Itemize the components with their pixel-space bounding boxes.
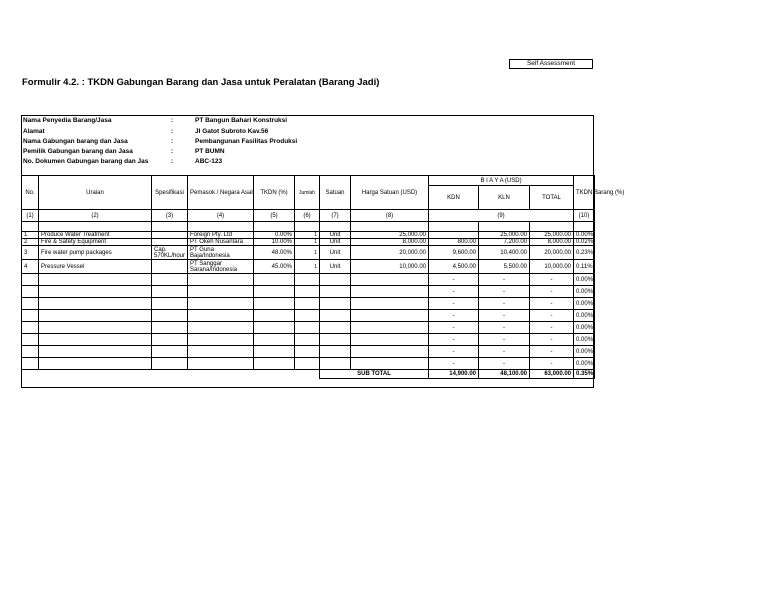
table-cell (254, 274, 295, 286)
table-cell: - (429, 334, 479, 346)
table-row (22, 260, 595, 274)
table-cell (152, 370, 188, 379)
table-cell: - (530, 322, 574, 334)
table-cell: 0.35% (574, 370, 595, 379)
col-number: (8) (351, 210, 429, 222)
table-cell: PT Guna Baja/Indonesia (188, 246, 254, 260)
table-cell (39, 334, 152, 346)
table-cell (188, 322, 254, 334)
table-cell (22, 322, 39, 334)
table-cell (254, 310, 295, 322)
col-number: (6) (295, 210, 320, 222)
table-cell (152, 298, 188, 310)
info-colon: : (171, 148, 174, 155)
table-cell (320, 274, 351, 286)
table-cell: - (530, 358, 574, 370)
table-cell: 20,000.00 (351, 246, 429, 260)
info-label: No. Dokumen Gabungan barang dan Jas (23, 158, 149, 165)
info-value: PT BUMN (195, 148, 225, 155)
header-biaya: B I A Y A (USD) (429, 176, 574, 186)
table-cell: 0.00% (574, 298, 595, 310)
table-cell (295, 310, 320, 322)
table-cell (152, 346, 188, 358)
info-value: ABC-123 (195, 158, 223, 165)
table-cell (295, 346, 320, 358)
table-cell (39, 370, 152, 379)
table-cell: PT Sanggar Sarana/Indonesia (188, 260, 254, 274)
table-cell: 0.00% (574, 358, 595, 370)
col-number: (3) (152, 210, 188, 222)
table-cell (254, 322, 295, 334)
table-cell (22, 346, 39, 358)
table-cell: Unit (320, 239, 351, 246)
table-cell: Cap. 570KL/hour (152, 246, 188, 260)
header-tkdn-barang: TKDN Barang (%) (574, 176, 595, 210)
table-cell (295, 286, 320, 298)
info-colon: : (171, 158, 174, 165)
table-row (22, 246, 595, 260)
table-cell (254, 298, 295, 310)
table-cell (39, 322, 152, 334)
table-cell (22, 286, 39, 298)
table-cell (22, 370, 39, 379)
info-label: Pemilik Gabungan barang dan Jasa (23, 148, 133, 155)
table-cell: 8,000.00 (530, 239, 574, 246)
table-cell (295, 358, 320, 370)
header-uraian: Uraian (39, 176, 152, 210)
header-jumlah: Jumlah (295, 176, 320, 210)
table-cell (152, 274, 188, 286)
table-cell: - (479, 322, 530, 334)
table-cell: - (479, 346, 530, 358)
table-cell (39, 346, 152, 358)
table-cell: 1 (295, 246, 320, 260)
table-cell: Fire water pump packages (39, 246, 152, 260)
table-cell: - (530, 298, 574, 310)
table-cell: 800.00 (429, 239, 479, 246)
col-number: (2) (39, 210, 152, 222)
self-assessment-box: Self Assessment (509, 59, 593, 69)
col-number: (10) (574, 210, 595, 222)
table-cell (22, 334, 39, 346)
table-cell: - (429, 298, 479, 310)
table-cell: 10,000.00 (351, 260, 429, 274)
table-cell (188, 334, 254, 346)
table-row (22, 232, 595, 239)
table-cell: - (429, 310, 479, 322)
form-title: Formulir 4.2. : TKDN Gabungan Barang dan Jasa untuk Peralatan (Barang Jadi) (22, 77, 380, 88)
info-label: Alamat (23, 128, 45, 135)
table-cell: 0.00% (574, 232, 595, 239)
table-row (22, 310, 595, 322)
table-cell (320, 334, 351, 346)
table-cell: - (479, 286, 530, 298)
table-cell (22, 358, 39, 370)
table-cell: 14,900.00 (429, 370, 479, 379)
table-cell (351, 346, 429, 358)
table-cell: - (429, 346, 479, 358)
info-label: Nama Penyedia Barang/Jasa (23, 117, 112, 124)
table-row (22, 334, 595, 346)
table-cell (351, 310, 429, 322)
table-cell: Unit (320, 260, 351, 274)
table-cell (351, 358, 429, 370)
table-cell: 4 (22, 260, 39, 274)
header-pemasok: Pemasok / Negara Asal (188, 176, 254, 210)
table-cell: - (429, 358, 479, 370)
table-cell (320, 358, 351, 370)
table-cell (22, 274, 39, 286)
table-cell (22, 310, 39, 322)
table-cell (188, 358, 254, 370)
table-cell: - (530, 334, 574, 346)
table-cell (320, 322, 351, 334)
table-cell: Fire & Safety Equipment (39, 239, 152, 246)
table-cell: - (429, 274, 479, 286)
table-cell: 10,000.00 (530, 260, 574, 274)
table-cell (152, 232, 188, 239)
header-total: TOTAL (530, 186, 574, 210)
table-cell: 0.00% (574, 310, 595, 322)
table-cell: 1 (22, 232, 39, 239)
header-kdn: KDN (429, 186, 479, 210)
table-row (22, 274, 595, 286)
table-cell: 7,200.00 (479, 239, 530, 246)
table-row (22, 358, 595, 370)
table-cell: 0.00% (574, 334, 595, 346)
table-cell (254, 346, 295, 358)
table-cell (295, 274, 320, 286)
table-cell (152, 358, 188, 370)
table-row (22, 286, 595, 298)
table-cell (351, 322, 429, 334)
table-cell: - (530, 274, 574, 286)
header-kln: KLN (479, 186, 530, 210)
col-number: (4) (188, 210, 254, 222)
header-satuan: Satuan (320, 176, 351, 210)
table-cell: SUB TOTAL (320, 370, 429, 379)
table-cell: - (479, 274, 530, 286)
table-cell: 8,000.00 (351, 239, 429, 246)
table-cell (295, 370, 320, 379)
table-cell (320, 286, 351, 298)
table-cell (429, 232, 479, 239)
table-cell: 63,000.00 (530, 370, 574, 379)
data-rows (22, 232, 595, 379)
info-colon: : (171, 138, 174, 145)
table-cell: 0.02% (574, 239, 595, 246)
table-cell: 1 (295, 239, 320, 246)
info-label: Nama Gabungan barang dan Jasa (23, 138, 128, 145)
header-no: No. (22, 176, 39, 210)
table-cell: Produce Water Treatment (39, 232, 152, 239)
table-row (22, 298, 595, 310)
column-number-row (22, 210, 595, 222)
col-number: (7) (320, 210, 351, 222)
table-cell: Foreign Pty. Ltd (188, 232, 254, 239)
table-cell: 1 (295, 260, 320, 274)
table-cell (295, 334, 320, 346)
info-value: Jl Gatot Subroto Kav.56 (195, 128, 269, 135)
table-cell: PT Okeh Nusantara (188, 239, 254, 246)
table-cell: - (479, 310, 530, 322)
table-cell: 20,000.00 (530, 246, 574, 260)
table-cell (320, 310, 351, 322)
table-cell: - (479, 298, 530, 310)
table-cell: 25,000.00 (351, 232, 429, 239)
table-cell: 3 (22, 246, 39, 260)
table-cell: 0.11% (574, 260, 595, 274)
info-colon: : (171, 128, 174, 135)
subtotal-row (22, 370, 595, 379)
table-cell: 0.00% (574, 346, 595, 358)
table-cell (295, 298, 320, 310)
header-spesifikasi: Spesifikasi (152, 176, 188, 210)
table-cell: 0.00% (574, 286, 595, 298)
table-cell: Pressure Vessel (39, 260, 152, 274)
table-row (22, 346, 595, 358)
table-cell: - (479, 358, 530, 370)
table-cell: - (530, 310, 574, 322)
table-cell (254, 358, 295, 370)
table-cell (295, 322, 320, 334)
table-cell (152, 286, 188, 298)
table-cell (39, 310, 152, 322)
table-cell (351, 274, 429, 286)
table-cell (39, 358, 152, 370)
table-cell (254, 286, 295, 298)
table-cell (254, 334, 295, 346)
table-cell (320, 298, 351, 310)
table-cell: 0.00% (574, 322, 595, 334)
table-cell (351, 334, 429, 346)
table-cell (320, 346, 351, 358)
table-cell (254, 370, 295, 379)
table-cell: 0.00% (574, 274, 595, 286)
col-number: (1) (22, 210, 39, 222)
table-cell: 1 (295, 232, 320, 239)
table-cell: 2 (22, 239, 39, 246)
table-cell: Unit (320, 232, 351, 239)
table-cell (22, 298, 39, 310)
table-cell (188, 310, 254, 322)
table-cell: 25,000.00 (479, 232, 530, 239)
table-cell: 10,400.00 (479, 246, 530, 260)
table-cell (152, 239, 188, 246)
table-cell (351, 298, 429, 310)
table-cell (39, 286, 152, 298)
table-cell: 4,500.00 (429, 260, 479, 274)
tkdn-table (21, 175, 625, 379)
table-cell: - (530, 286, 574, 298)
table-row (22, 322, 595, 334)
info-value: Pembangunan Fasilitas Produksi (195, 138, 298, 145)
table-cell (188, 346, 254, 358)
table-cell (152, 334, 188, 346)
info-value: PT Bangun Bahari Konstruksi (195, 117, 288, 124)
table-cell: - (429, 286, 479, 298)
table-cell (152, 322, 188, 334)
table-cell (188, 274, 254, 286)
table-cell: - (429, 322, 479, 334)
spacer-row (22, 222, 595, 232)
table-cell: 25,000.00 (530, 232, 574, 239)
table-cell (188, 286, 254, 298)
table-cell: - (530, 346, 574, 358)
col-number: (9) (429, 210, 574, 222)
table-cell (39, 298, 152, 310)
table-cell: 0.23% (574, 246, 595, 260)
header-tkdn: TKDN (%) (254, 176, 295, 210)
info-colon: : (171, 117, 174, 124)
table-cell: - (479, 334, 530, 346)
header-harga: Harga Satuan (USD) (351, 176, 429, 210)
col-number: (5) (254, 210, 295, 222)
table-cell (152, 310, 188, 322)
table-cell (188, 370, 254, 379)
table-cell: 48,100.00 (479, 370, 530, 379)
table-cell: 45.00% (254, 260, 295, 274)
table-row (22, 239, 595, 246)
table-cell (152, 260, 188, 274)
table-cell: 9,600.00 (429, 246, 479, 260)
table-cell: 5,500.00 (479, 260, 530, 274)
table-cell: Unit (320, 246, 351, 260)
table-cell: 48.00% (254, 246, 295, 260)
table-cell: 0.00% (254, 232, 295, 239)
table-cell (351, 286, 429, 298)
table-cell (39, 274, 152, 286)
table-cell (188, 298, 254, 310)
table-cell: 10.00% (254, 239, 295, 246)
